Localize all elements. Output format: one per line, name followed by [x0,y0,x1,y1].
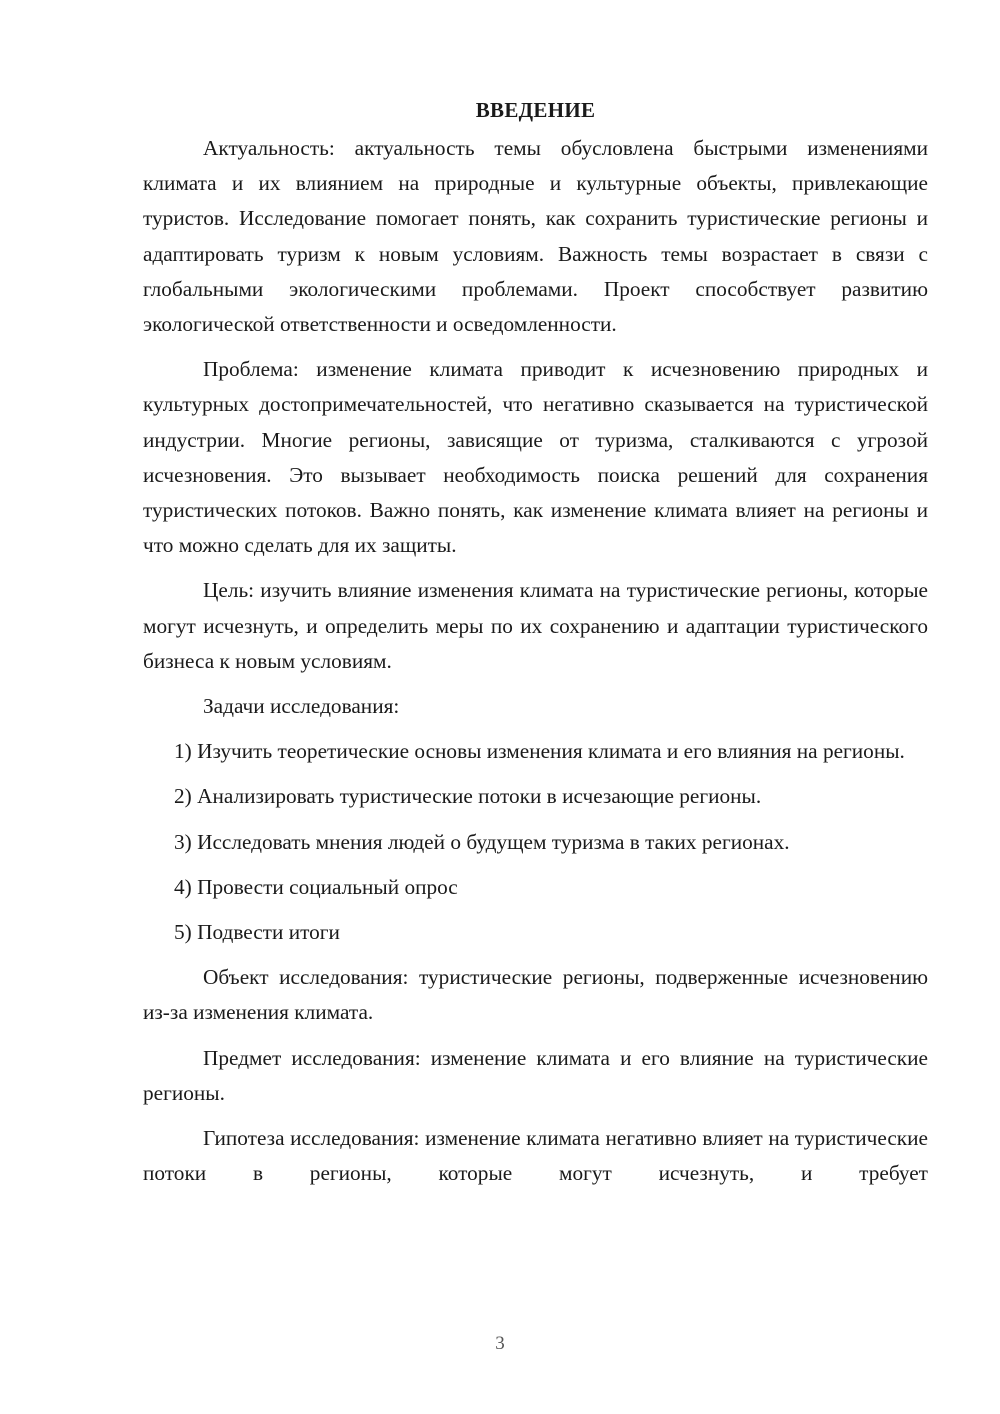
hypothesis-paragraph: Гипотеза исследования: изменение климата негативно влияет на туристические потоки в регионы, которые могут исчезнуть, и требует [143,1126,928,1186]
tasks-heading: Задачи исследования: [203,694,400,719]
subject-paragraph: Предмет исследования: изменение климата и его влияние на туристические регионы. [143,1045,928,1105]
object-paragraph: Объект исследования: туристические регионы, подверженные исчезновению из-за изменения климата. [143,965,928,1025]
task-item-1: 1) Изучить теоретические основы изменения климата и его влияния на регионы. [174,739,905,764]
task-item-2: 2) Анализировать туристические потоки в исчезающие регионы. [174,784,762,809]
problem-paragraph: Проблема: изменение климата приводит к исчезновению природных и культурных достопримечательностей, что негативно сказывается на туристической индустрии. Многие регионы, зависящие от туризма, сталкиваются с угрозой исчезновения. Это вызывает необходимость поиска решений для сохранения туристических потоков. Важно понять, как изменение климата влияет на регионы и что можно сделать для их защиты. [143,357,928,558]
goal-paragraph: Цель: изучить влияние изменения климата на туристические регионы, которые могут исчезнуть, и определить меры по их сохранению и адаптации туристического бизнеса к новым условиям. [143,578,928,673]
task-item-4: 4) Провести социальный опрос [174,874,458,899]
document-page [143,92,928,1201]
task-item-5: 5) Подвести итоги [174,920,340,945]
page-title: ВВЕДЕНИЕ [475,98,596,122]
page-number: 3 [495,1333,505,1354]
relevance-paragraph: Актуальность: актуальность темы обусловлена быстрыми изменениями климата и их влиянием на природные и культурные объекты, привлекающие туристов. Исследование помогает понять, как сохранить туристические регионы и адаптировать туризм к новым условиям. Важность темы возрастает в связи с глобальными экологическими проблемами. Проект способствует развитию экологической ответственности и осведомленности. [143,136,928,337]
task-item-3: 3) Исследовать мнения людей о будущем туризма в таких регионах. [174,829,790,854]
